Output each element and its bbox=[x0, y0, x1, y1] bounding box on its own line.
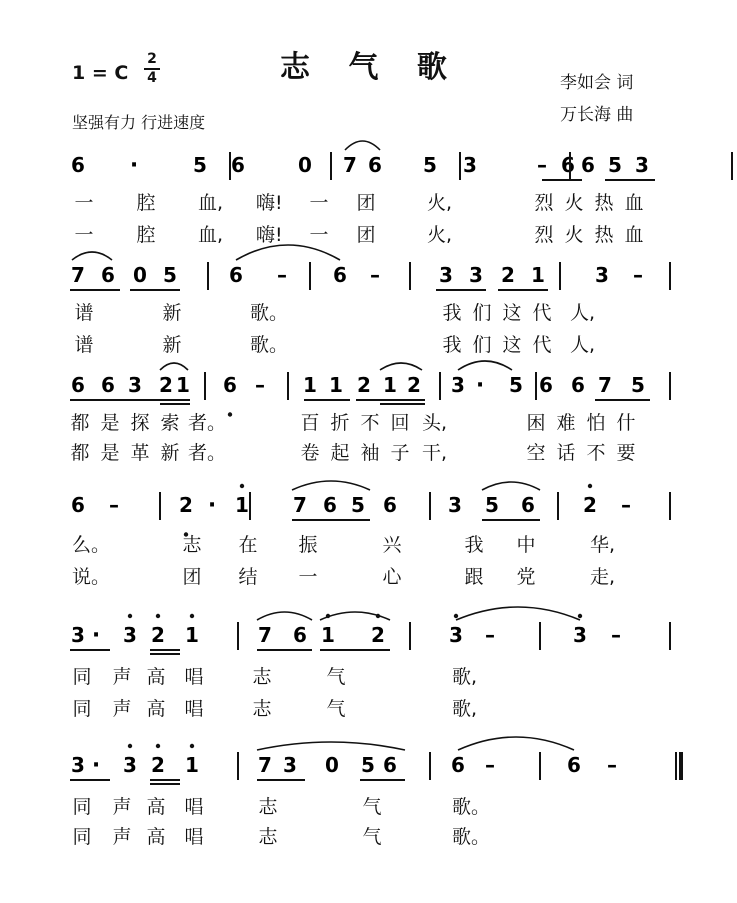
note: 6 bbox=[101, 373, 115, 397]
slur bbox=[345, 141, 380, 150]
note: · bbox=[207, 493, 217, 518]
note: – bbox=[611, 623, 621, 647]
notation-canvas bbox=[60, 490, 700, 534]
note: 3 bbox=[449, 623, 463, 647]
lyric-syllable: 头, bbox=[422, 412, 448, 434]
slur bbox=[482, 482, 540, 490]
note: – bbox=[255, 373, 265, 397]
lyric-syllable: 气 bbox=[326, 666, 346, 688]
lyric-syllable: 是 bbox=[100, 442, 120, 464]
lyric-syllable: 一 bbox=[298, 566, 318, 588]
lyric-syllable: 热 bbox=[594, 224, 614, 246]
lyric-syllable: 烈 bbox=[534, 192, 554, 214]
lyric-syllable: 腔 bbox=[136, 224, 156, 246]
note: 5 bbox=[351, 493, 365, 517]
lyric-syllable: 难 bbox=[556, 412, 576, 434]
note: – bbox=[633, 263, 643, 287]
note: 7 bbox=[258, 753, 272, 777]
lyric-syllable: 唱 bbox=[184, 826, 204, 848]
note: 7 bbox=[598, 373, 612, 397]
music-system bbox=[60, 750, 700, 794]
lyric-syllable: 声 bbox=[112, 826, 132, 848]
music-system bbox=[60, 620, 700, 664]
note: 2 bbox=[371, 623, 385, 647]
lyric-syllable: 血 bbox=[624, 224, 644, 246]
lyric-syllable: 我 bbox=[442, 334, 462, 356]
octave-dot bbox=[190, 744, 194, 748]
lyric-syllable: 歌, bbox=[452, 666, 478, 688]
lyric-syllable: 唱 bbox=[184, 666, 204, 688]
note: 6 bbox=[567, 753, 581, 777]
lyric-syllable: 血, bbox=[198, 192, 224, 214]
lyric-syllable: 唱 bbox=[184, 796, 204, 818]
note: – bbox=[537, 153, 547, 177]
lyric-syllable: 卷 bbox=[300, 442, 320, 464]
lyric-syllable: 困 bbox=[526, 412, 546, 434]
notation-canvas bbox=[60, 260, 700, 304]
note: 7 bbox=[293, 493, 307, 517]
note: 1 bbox=[185, 623, 199, 647]
note: 5 bbox=[608, 153, 622, 177]
lyric-syllable: 心 bbox=[382, 566, 402, 588]
lyric-syllable: 歌。 bbox=[452, 826, 491, 848]
note: 2 bbox=[583, 493, 597, 517]
lyric-syllable: 志 bbox=[252, 666, 272, 688]
lyric-syllable: 高 bbox=[146, 796, 166, 818]
lyric-syllable: 歌。 bbox=[452, 796, 491, 818]
note: 6 bbox=[323, 493, 337, 517]
note: 5 bbox=[509, 373, 523, 397]
lyric-syllable: 一 bbox=[74, 192, 94, 214]
note: 0 bbox=[325, 753, 339, 777]
slur bbox=[160, 363, 188, 370]
octave-dot bbox=[156, 614, 160, 618]
note: 6 bbox=[229, 263, 243, 287]
lyric-syllable: 们 bbox=[472, 334, 492, 356]
lyric-syllable: 起 bbox=[330, 442, 350, 464]
lyric-syllable: 们 bbox=[472, 302, 492, 324]
lyric-syllable: 什 bbox=[616, 412, 636, 434]
note: 6 bbox=[231, 153, 245, 177]
lyric-syllable: 声 bbox=[112, 796, 132, 818]
lyric-syllable: 人, bbox=[570, 334, 596, 356]
lyric-syllable: 气 bbox=[362, 826, 382, 848]
slur bbox=[320, 612, 390, 620]
lyric-syllable: 同 bbox=[72, 698, 92, 720]
lyric-syllable: 要 bbox=[616, 442, 636, 464]
lyric-syllable: 党 bbox=[516, 566, 536, 588]
composer-credit: 万长海 曲 bbox=[560, 105, 634, 125]
lyric-syllable: 声 bbox=[112, 666, 132, 688]
lyric-syllable: 说。 bbox=[72, 566, 111, 588]
note: 3 bbox=[283, 753, 297, 777]
note: 2 bbox=[151, 623, 165, 647]
note: 5 bbox=[423, 153, 437, 177]
octave-dot bbox=[190, 614, 194, 618]
note: 0 bbox=[133, 263, 147, 287]
lyric-syllable: 烈 bbox=[534, 224, 554, 246]
lyric-syllable: 志 bbox=[258, 796, 278, 818]
octave-dot bbox=[454, 614, 458, 618]
lyric-syllable: 中 bbox=[516, 534, 536, 556]
lyric-syllable: 华, bbox=[590, 534, 616, 556]
time-signature bbox=[144, 52, 160, 86]
note: 1 bbox=[383, 373, 397, 397]
slur bbox=[458, 737, 574, 750]
music-system bbox=[60, 490, 700, 534]
notation-canvas bbox=[60, 620, 700, 664]
note: 7 bbox=[343, 153, 357, 177]
slur bbox=[257, 612, 312, 620]
note: – bbox=[621, 493, 631, 517]
lyric-syllable: 代 bbox=[532, 302, 552, 324]
note: 1 bbox=[531, 263, 545, 287]
lyric-syllable: 这 bbox=[502, 302, 522, 324]
slur bbox=[456, 607, 580, 620]
lyric-syllable: 子 bbox=[390, 442, 410, 464]
notation-canvas bbox=[60, 750, 700, 794]
note: 2 bbox=[151, 753, 165, 777]
song-title: 志 气 歌 bbox=[280, 50, 461, 85]
lyric-syllable: 火, bbox=[427, 224, 453, 246]
lyric-syllable: 同 bbox=[72, 796, 92, 818]
lyric-syllable: 袖 bbox=[360, 442, 380, 464]
slur bbox=[458, 361, 512, 370]
time-signature-bottom: 4 bbox=[147, 70, 157, 86]
note: 6 bbox=[223, 373, 237, 397]
lyric-syllable: 志 bbox=[182, 534, 202, 556]
lyric-syllable: 嗨! bbox=[256, 192, 283, 214]
note: 1 bbox=[176, 373, 190, 397]
octave-dot bbox=[578, 614, 582, 618]
note: 1 bbox=[235, 493, 249, 517]
note: – bbox=[485, 623, 495, 647]
note: – bbox=[109, 493, 119, 517]
lyric-syllable: 折 bbox=[330, 412, 350, 434]
lyric-syllable: 气 bbox=[326, 698, 346, 720]
lyric-syllable: 索 bbox=[160, 412, 180, 434]
lyric-syllable: 百 bbox=[300, 412, 320, 434]
note: 1 bbox=[185, 753, 199, 777]
lyric-syllable: 兴 bbox=[382, 534, 402, 556]
lyric-syllable: 探 bbox=[130, 412, 150, 434]
lyric-syllable: 是 bbox=[100, 412, 120, 434]
slur bbox=[72, 252, 112, 260]
note: 3 bbox=[463, 153, 477, 177]
lyric-syllable: 火, bbox=[427, 192, 453, 214]
lyric-syllable: 一 bbox=[74, 224, 94, 246]
lyric-syllable: 革 bbox=[130, 442, 150, 464]
lyric-syllable: 团 bbox=[182, 566, 202, 588]
lyric-syllable: 谱 bbox=[74, 302, 94, 324]
note: 6 bbox=[101, 263, 115, 287]
lyric-syllable: 在 bbox=[238, 534, 258, 556]
lyric-syllable: 都 bbox=[70, 442, 90, 464]
note: 6 bbox=[571, 373, 585, 397]
note: 3 bbox=[448, 493, 462, 517]
lyric-syllable: 高 bbox=[146, 826, 166, 848]
note: 6 bbox=[368, 153, 382, 177]
note: · bbox=[91, 753, 101, 778]
note: 5 bbox=[361, 753, 375, 777]
lyric-syllable: 谱 bbox=[74, 334, 94, 356]
lyric-syllable: 干, bbox=[422, 442, 448, 464]
lyric-syllable: 话 bbox=[556, 442, 576, 464]
lyric-syllable: 歌。 bbox=[250, 302, 289, 324]
note: 6 bbox=[71, 373, 85, 397]
lyric-syllable: 志 bbox=[258, 826, 278, 848]
note: 6 bbox=[71, 153, 85, 177]
lyric-syllable: 歌, bbox=[452, 698, 478, 720]
octave-dot bbox=[156, 744, 160, 748]
lyric-syllable: 唱 bbox=[184, 698, 204, 720]
note: 7 bbox=[71, 263, 85, 287]
note: 6 bbox=[521, 493, 535, 517]
octave-dot bbox=[128, 744, 132, 748]
lyric-syllable: 火 bbox=[564, 224, 584, 246]
lyric-syllable: 团 bbox=[356, 224, 376, 246]
lyric-syllable: 高 bbox=[146, 666, 166, 688]
lyric-syllable: 歌。 bbox=[250, 334, 289, 356]
lyric-syllable: 腔 bbox=[136, 192, 156, 214]
slur bbox=[380, 363, 422, 370]
lyricist-credit: 李如会 词 bbox=[560, 73, 634, 93]
note: 3 bbox=[123, 623, 137, 647]
tempo-marking: 坚强有力 行进速度 bbox=[72, 113, 206, 132]
note: 1 bbox=[321, 623, 335, 647]
note: 3 bbox=[71, 623, 85, 647]
note: 1 bbox=[329, 373, 343, 397]
lyric-syllable: 新 bbox=[160, 442, 180, 464]
lyric-syllable: 嗨! bbox=[256, 224, 283, 246]
lyric-syllable: 血, bbox=[198, 224, 224, 246]
note: 1 bbox=[303, 373, 317, 397]
lyric-syllable: 怕 bbox=[586, 412, 606, 434]
note: 2 bbox=[179, 493, 193, 517]
note: 3 bbox=[451, 373, 465, 397]
lyric-syllable: 人, bbox=[570, 302, 596, 324]
lyric-syllable: 一 bbox=[309, 192, 329, 214]
note: 6 bbox=[71, 493, 85, 517]
octave-dot bbox=[240, 484, 244, 488]
lyric-syllable: 我 bbox=[464, 534, 484, 556]
octave-dot bbox=[128, 614, 132, 618]
slur bbox=[236, 245, 340, 260]
lyric-syllable: 结 bbox=[238, 566, 258, 588]
lyric-syllable: 不 bbox=[360, 412, 380, 434]
note: 3 bbox=[71, 753, 85, 777]
lyric-syllable: 气 bbox=[362, 796, 382, 818]
note: 6 bbox=[539, 373, 553, 397]
note: · bbox=[129, 153, 139, 178]
lyric-syllable: 火 bbox=[564, 192, 584, 214]
lyric-syllable: 新 bbox=[162, 334, 182, 356]
octave-dot bbox=[228, 412, 232, 416]
lyric-syllable: 振 bbox=[298, 534, 318, 556]
note: 2 bbox=[501, 263, 515, 287]
note: 6 bbox=[581, 153, 595, 177]
note: 6 bbox=[333, 263, 347, 287]
lyric-syllable: 我 bbox=[442, 302, 462, 324]
lyric-syllable: 都 bbox=[70, 412, 90, 434]
note: 3 bbox=[469, 263, 483, 287]
note: 2 bbox=[407, 373, 421, 397]
lyric-syllable: 者。 bbox=[188, 442, 227, 464]
lyric-syllable: 不 bbox=[586, 442, 606, 464]
note: 6 bbox=[293, 623, 307, 647]
lyric-syllable: 高 bbox=[146, 698, 166, 720]
lyric-syllable: 新 bbox=[162, 302, 182, 324]
time-signature-top: 2 bbox=[147, 51, 157, 67]
note: 2 bbox=[357, 373, 371, 397]
note: – bbox=[485, 753, 495, 777]
slur bbox=[292, 481, 370, 490]
note: 3 bbox=[595, 263, 609, 287]
lyric-syllable: 空 bbox=[526, 442, 546, 464]
note: 3 bbox=[635, 153, 649, 177]
octave-dot bbox=[588, 484, 592, 488]
lyric-syllable: 者。 bbox=[188, 412, 227, 434]
note: 3 bbox=[123, 753, 137, 777]
note: 6 bbox=[383, 753, 397, 777]
note: 3 bbox=[439, 263, 453, 287]
note: 6 bbox=[383, 493, 397, 517]
lyric-syllable: 代 bbox=[532, 334, 552, 356]
note: – bbox=[607, 753, 617, 777]
key-signature: 1 = C bbox=[72, 62, 129, 84]
lyric-syllable: 声 bbox=[112, 698, 132, 720]
lyric-syllable: 走, bbox=[590, 566, 616, 588]
note: · bbox=[91, 623, 101, 648]
lyric-syllable: 同 bbox=[72, 666, 92, 688]
lyric-syllable: 同 bbox=[72, 826, 92, 848]
lyric-syllable: 血 bbox=[624, 192, 644, 214]
note: 5 bbox=[163, 263, 177, 287]
lyric-syllable: 回 bbox=[390, 412, 410, 434]
lyric-syllable: 热 bbox=[594, 192, 614, 214]
lyric-syllable: 这 bbox=[502, 334, 522, 356]
note: 0 bbox=[298, 153, 312, 177]
lyric-syllable: 跟 bbox=[464, 566, 484, 588]
note: 3 bbox=[573, 623, 587, 647]
lyric-syllable: 一 bbox=[309, 224, 329, 246]
note: – bbox=[370, 263, 380, 287]
note: 5 bbox=[485, 493, 499, 517]
note: 6 bbox=[451, 753, 465, 777]
music-system bbox=[60, 260, 700, 304]
note: · bbox=[475, 373, 485, 398]
slur bbox=[257, 742, 405, 750]
lyric-syllable: 团 bbox=[356, 192, 376, 214]
note: 6 bbox=[561, 153, 575, 177]
note: – bbox=[277, 263, 287, 287]
note: 3 bbox=[128, 373, 142, 397]
note: 5 bbox=[193, 153, 207, 177]
note: 5 bbox=[631, 373, 645, 397]
lyric-syllable: 志 bbox=[252, 698, 272, 720]
note: 7 bbox=[258, 623, 272, 647]
lyric-syllable: 么。 bbox=[72, 534, 111, 556]
note: 2 bbox=[159, 373, 173, 397]
